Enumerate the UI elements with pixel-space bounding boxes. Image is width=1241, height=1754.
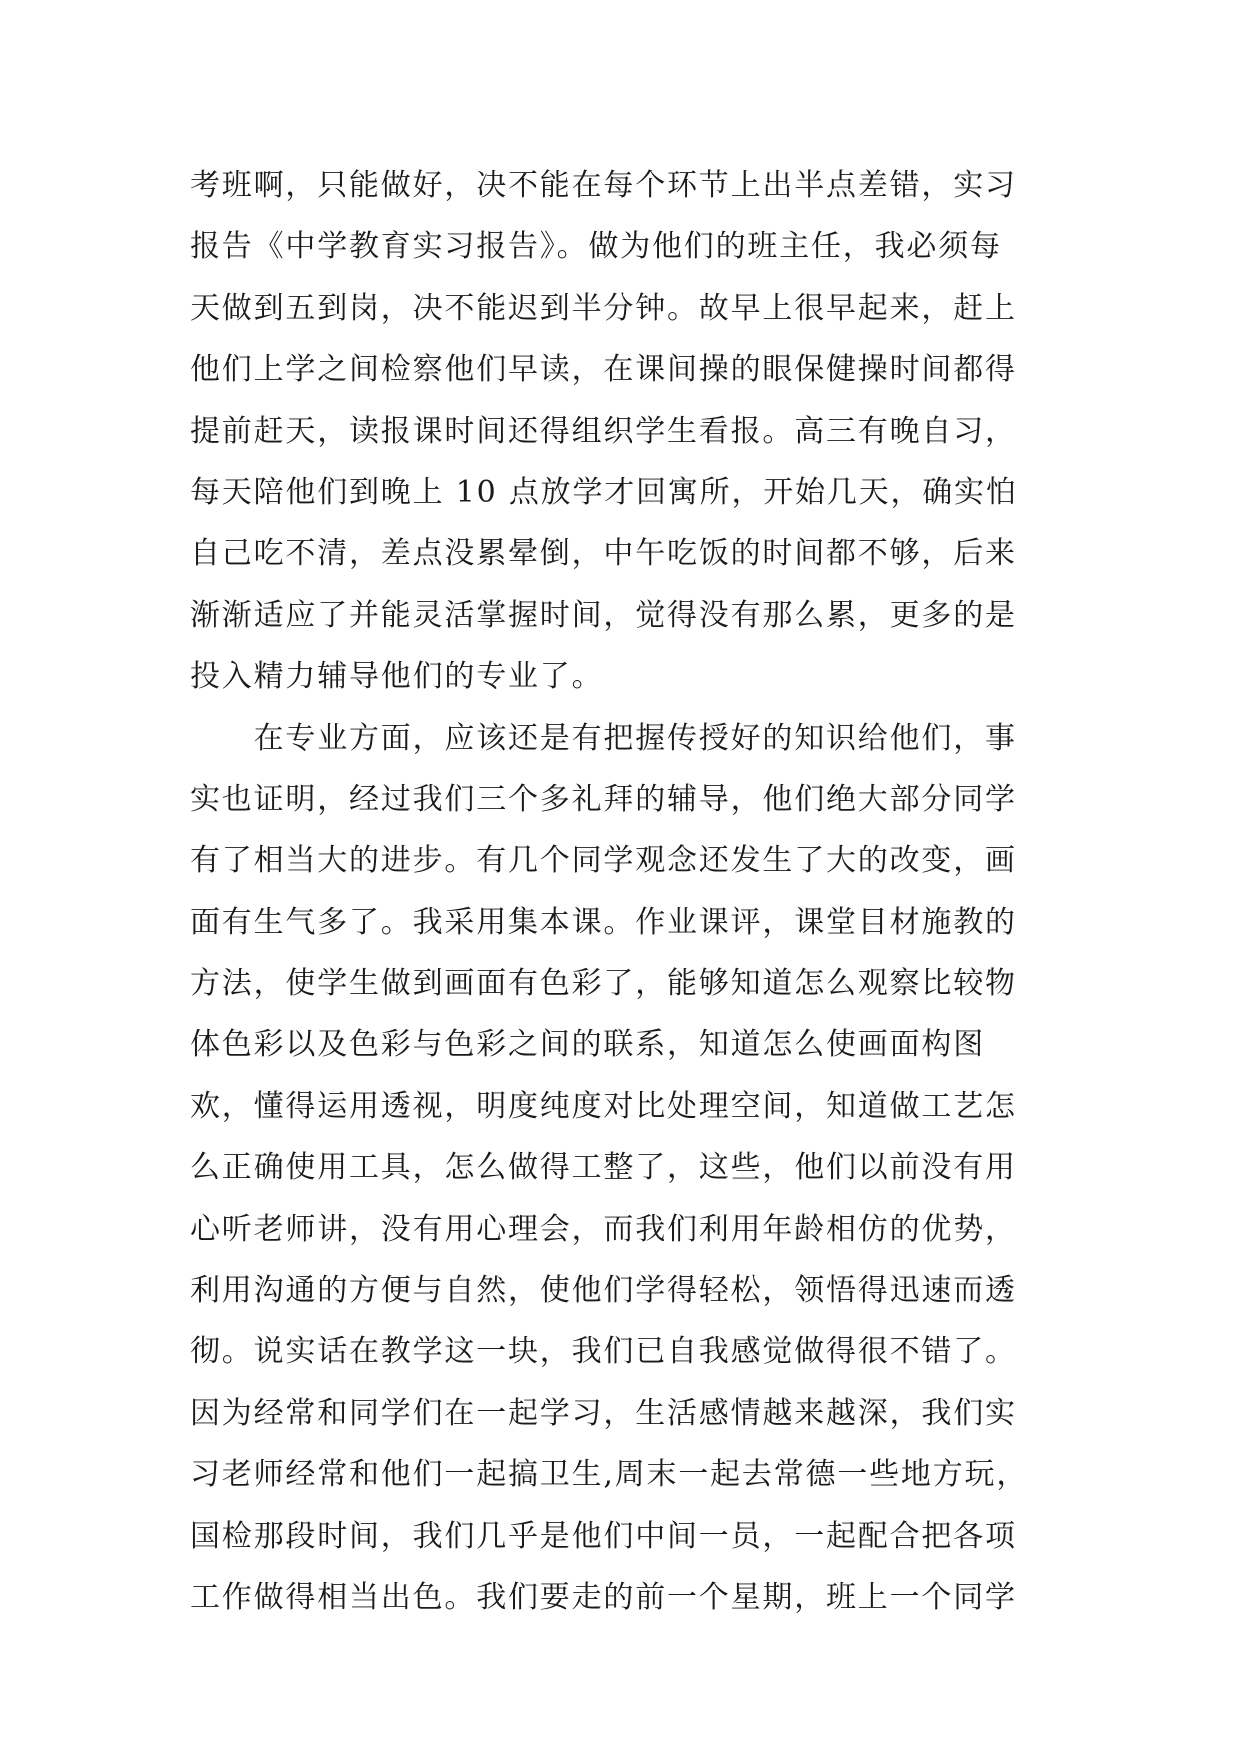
text-line: 实也证明，经过我们三个多礼拜的辅导，他们绝大部分同学 bbox=[190, 781, 1017, 817]
text-line: 他们上学之间检察他们早读，在课间操的眼保健操时间都得 bbox=[190, 352, 1017, 388]
text-line: 利用沟通的方便与自然，使他们学得轻松，领悟得迅速而透 bbox=[190, 1273, 1017, 1309]
text-line: 自己吃不清，差点没累晕倒，中午吃饭的时间都不够，后来 bbox=[190, 536, 1017, 572]
text-line: 工作做得相当出色。我们要走的前一个星期，班上一个同学 bbox=[190, 1579, 1017, 1615]
text-line: 习老师经常和他们一起搞卫生,周末一起去常德一些地方玩， bbox=[190, 1457, 1029, 1493]
text-line: 欢，懂得运用透视，明度纯度对比处理空间，知道做工艺怎 bbox=[190, 1088, 1017, 1124]
text-line: 在专业方面，应该还是有把握传授好的知识给他们，事 bbox=[190, 720, 1017, 756]
text-line: 提前赶天，读报课时间还得组织学生看报。高三有晚自习， bbox=[190, 413, 1017, 449]
text-line: 心听老师讲，没有用心理会，而我们利用年龄相仿的优势， bbox=[190, 1211, 1017, 1247]
text-line: 天做到五到岗，决不能迟到半分钟。故早上很早起来，赶上 bbox=[190, 290, 1017, 326]
text-line: 有了相当大的进步。有几个同学观念还发生了大的改变，画 bbox=[190, 843, 1017, 879]
text-line: 渐渐适应了并能灵活掌握时间，觉得没有那么累，更多的是 bbox=[190, 597, 1017, 633]
text-line: 国检那段时间，我们几乎是他们中间一员，一起配合把各项 bbox=[190, 1518, 1017, 1554]
text-line: 么正确使用工具，怎么做得工整了，这些，他们以前没有用 bbox=[190, 1150, 1017, 1186]
text-line: 体色彩以及色彩与色彩之间的联系，知道怎么使画面构图 bbox=[190, 1027, 985, 1063]
body-text bbox=[190, 155, 1060, 1628]
text-line: 考班啊，只能做好，决不能在每个环节上出半点差错，实习 bbox=[190, 168, 1017, 203]
text-line: 面有生气多了。我采用集本课。作业课评，课堂目材施教的 bbox=[190, 904, 1017, 940]
text-line: 方法，使学生做到画面有色彩了，能够知道怎么观察比较物 bbox=[190, 966, 1017, 1002]
text-line: 因为经常和同学们在一起学习，生活感情越来越深，我们实 bbox=[190, 1395, 1017, 1431]
text-line: 彻。说实话在教学这一块，我们已自我感觉做得很不错了。 bbox=[190, 1334, 1017, 1370]
text-line: 报告《中学教育实习报告》。做为他们的班主任，我必须每 bbox=[190, 229, 1002, 265]
text-line: 投入精力辅导他们的专业了。 bbox=[190, 659, 604, 695]
text-line: 每天陪他们到晚上 10 点放学才回寓所，开始几天，确实怕 bbox=[190, 474, 1018, 510]
